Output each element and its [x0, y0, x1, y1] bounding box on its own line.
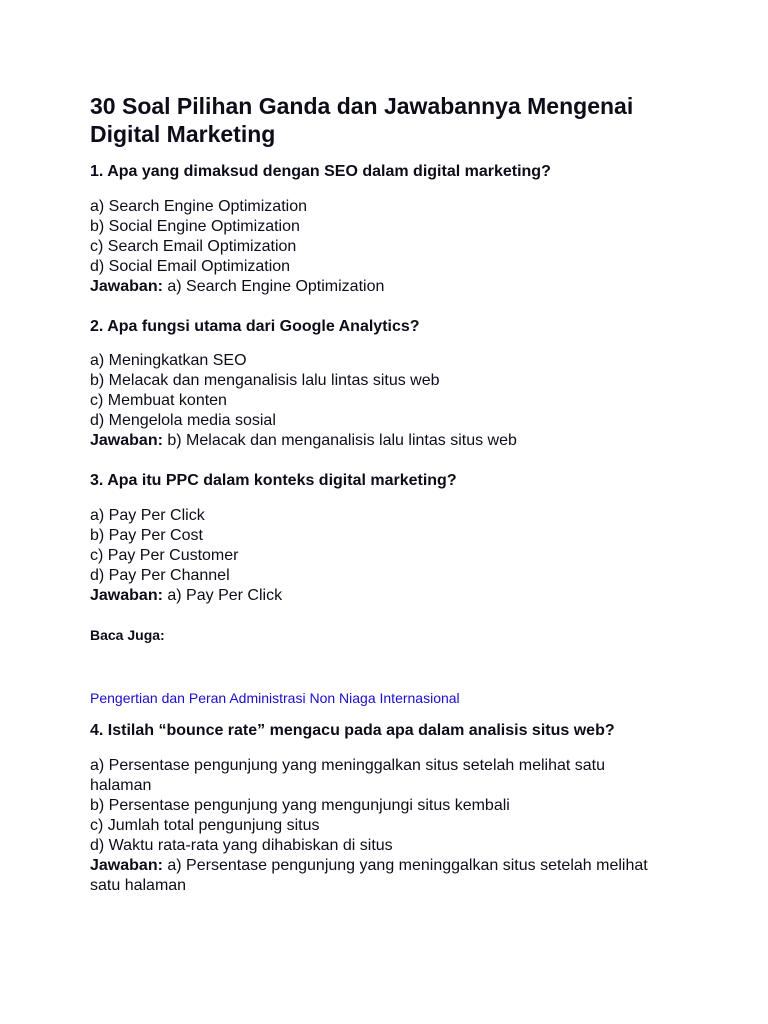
question-text: 3. Apa itu PPC dalam konteks digital marketing?: [90, 472, 457, 489]
answer-label: Jawaban:: [90, 587, 163, 604]
answer-label: Jawaban:: [90, 857, 163, 874]
option-a: a) Persentase pengunjung yang meninggalkan situs setelah melihat satu halaman: [90, 757, 605, 794]
answer-line: [90, 431, 690, 451]
answer-label: Jawaban:: [90, 432, 163, 449]
options-list: [90, 351, 690, 451]
answer-label: Jawaban:: [90, 278, 163, 295]
answer-text: a) Pay Per Click: [167, 587, 283, 604]
page-title: 30 Soal Pilihan Ganda dan Jawabannya Mengenai Digital Marketing: [90, 93, 634, 147]
option-d: d) Mengelola media sosial: [90, 412, 276, 429]
option-b: b) Melacak dan menganalisis lalu lintas situs web: [90, 372, 440, 389]
option-a: a) Search Engine Optimization: [90, 198, 307, 215]
question-block-2: [90, 317, 690, 451]
read-also-label: Baca Juga:: [90, 627, 165, 643]
option-d: d) Social Email Optimization: [90, 258, 291, 275]
question-text: 4. Istilah “bounce rate” mengacu pada apa dalam analisis situs web?: [90, 722, 615, 739]
answer-line: [90, 277, 690, 297]
option-a: a) Meningkatkan SEO: [90, 352, 247, 369]
option-c: c) Jumlah total pengunjung situs: [90, 817, 320, 834]
question-block-3: [90, 471, 690, 606]
option-c: c) Membuat konten: [90, 392, 227, 409]
option-d: d) Pay Per Channel: [90, 567, 230, 584]
options-list: [90, 506, 690, 606]
article-body: [90, 92, 690, 896]
options-list: [90, 756, 650, 896]
question-text: 2. Apa fungsi utama dari Google Analytics?: [90, 318, 420, 335]
answer-text: a) Persentase pengunjung yang meninggalkan situs setelah melihat satu halaman: [90, 857, 648, 894]
answer-text: a) Search Engine Optimization: [167, 278, 385, 295]
options-list: [90, 197, 690, 297]
question-text: 1. Apa yang dimaksud dengan SEO dalam digital marketing?: [90, 163, 551, 180]
question-block-1: [90, 162, 690, 297]
answer-line: [90, 856, 650, 896]
option-b: b) Social Engine Optimization: [90, 218, 300, 235]
option-d: d) Waktu rata-rata yang dihabiskan di situs: [90, 837, 393, 854]
option-b: b) Persentase pengunjung yang mengunjungi situs kembali: [90, 797, 510, 814]
question-block-4: [90, 721, 690, 896]
option-c: c) Pay Per Customer: [90, 547, 239, 564]
option-a: a) Pay Per Click: [90, 507, 205, 524]
answer-text: b) Melacak dan menganalisis lalu lintas situs web: [167, 432, 517, 449]
read-also-link[interactable]: Pengertian dan Peran Administrasi Non Niaga Internasional: [90, 690, 460, 706]
option-c: c) Search Email Optimization: [90, 238, 297, 255]
option-b: b) Pay Per Cost: [90, 527, 203, 544]
answer-line: [90, 586, 690, 606]
